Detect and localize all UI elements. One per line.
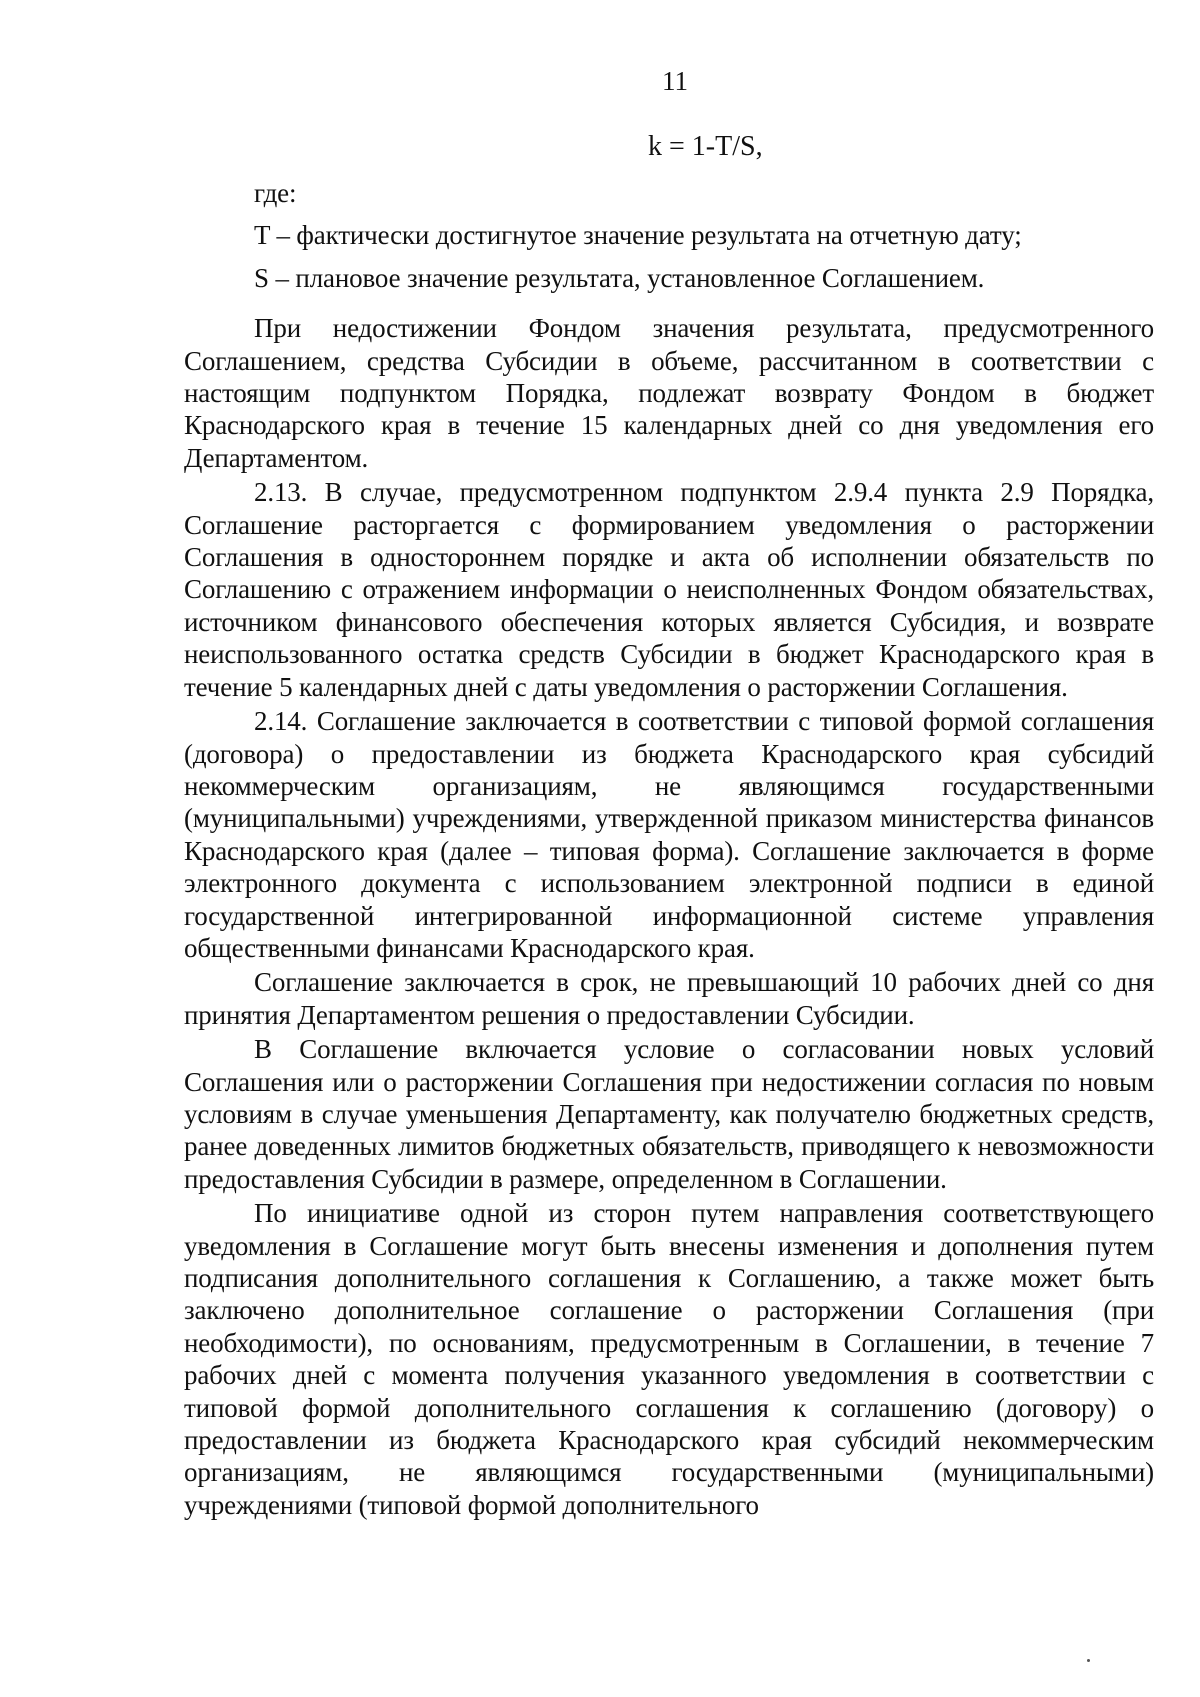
definition-s: S – плановое значение результата, установленное Соглашением. [254, 262, 985, 293]
paragraph-agreement-term: Соглашение заключается в срок, не превышающий 10 рабочих дней со дня принятия Департаментом решения о предоставлении Субсидии. [184, 967, 1154, 1030]
page-number: 11 [662, 66, 688, 96]
scan-speck [1087, 1659, 1090, 1662]
definition-t: T – фактически достигнутое значение результата на отчетную дату; [254, 220, 1022, 251]
document-body [184, 177, 1154, 1521]
paragraph-amendments: По инициативе одной из сторон путем направления соответствующего уведомления в Соглашение могут быть внесены изменения и дополнения путем подписания дополнительного соглашения к Соглашению, а также может быть заключено дополнительное соглашение о расторжении Соглашения (при необходимости), по основаниям, предусмотренным в Соглашении, в течение 7 рабочих дней с момента получения указанного уведомления в соответствии с типовой формой дополнительного соглашения к соглашению (договору) о предоставлении из бюджета Краснодарского края субсидий некоммерческим организациям, не являющимся государственными (муниципальными) учреждениями (типовой формой дополнительного [184, 1198, 1154, 1520]
paragraph-2-14: 2.14. Соглашение заключается в соответствии с типовой формой соглашения (договора) о предоставлении из бюджета Краснодарского края субсидий некоммерческим организациям, не являющимся государственными (муниципальными) учреждениями, утвержденной приказом министерства финансов Краснодарского края (далее – типовая форма). Соглашение заключается в форме электронного документа с использованием электронной подписи в единой государственной интегрированной информационной системе управления общественными финансами Краснодарского края. [184, 706, 1154, 963]
coefficient-formula: k = 1-T/S, [648, 131, 763, 162]
paragraph-agreement-conditions: В Соглашение включается условие о согласовании новых условий Соглашения или о расторжении Соглашения при недостижении согласия по новым условиям в случае уменьшения Департаменту, как получателю бюджетных средств, ранее доведенных лимитов бюджетных обязательств, приводящего к невозможности предоставления Субсидии в размере, определенном в Соглашении. [184, 1034, 1154, 1194]
paragraph-2-13: 2.13. В случае, предусмотренном подпунктом 2.9.4 пункта 2.9 Порядка, Соглашение расторгается с формированием уведомления о расторжении Соглашения в одностороннем порядке и акта об исполнении обязательств по Соглашению с отражением информации о неисполненных Фондом обязательствах, источником финансового обеспечения которых является Субсидия, и возврате неиспользованного остатка средств Субсидии в бюджет Краснодарского края в течение 5 календарных дней с даты уведомления о расторжении Соглашения. [184, 477, 1154, 702]
where-label: где: [254, 178, 297, 208]
paragraph-nonachievement: При недостижении Фондом значения результата, предусмотренного Соглашением, средства Субсидии в объеме, рассчитанном в соответствии с настоящим подпунктом Порядка, подлежат возврату Фондом в бюджет Краснодарского края в течение 15 календарных дней со дня уведомления его Департаментом. [184, 313, 1154, 473]
